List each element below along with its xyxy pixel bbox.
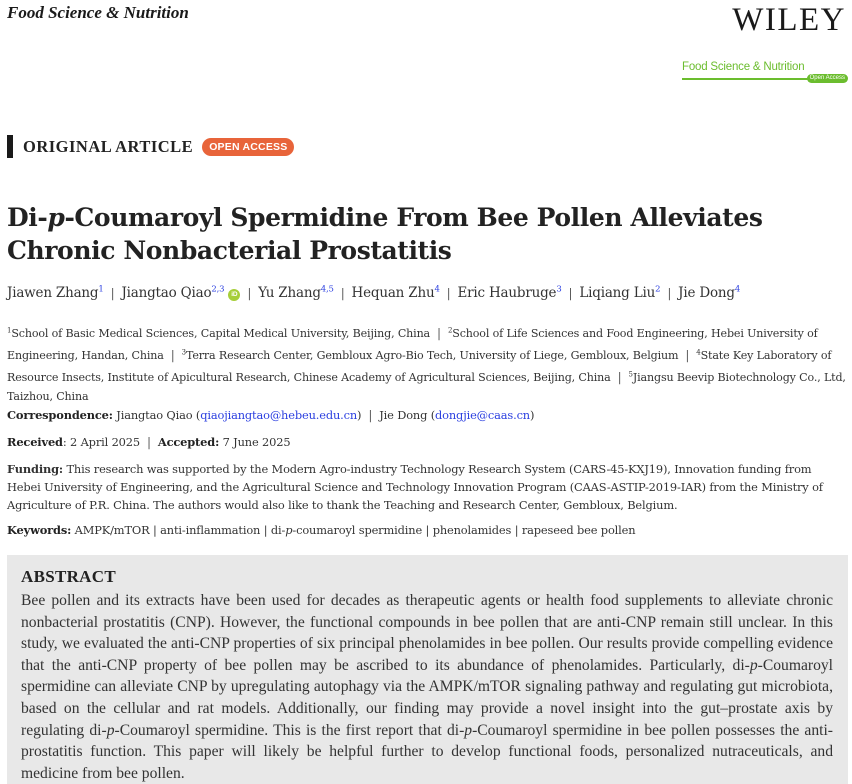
article-type-label: ORIGINAL ARTICLE bbox=[23, 136, 194, 156]
affiliation-ref[interactable]: 2,3 bbox=[211, 284, 225, 294]
affiliation-ref[interactable]: 4 bbox=[434, 284, 440, 294]
affiliation-ref[interactable]: 1 bbox=[98, 284, 104, 294]
author-name: Liqiang Liu bbox=[579, 284, 656, 301]
author-name: Yu Zhang bbox=[258, 284, 321, 301]
title-text: -Coumaroyl Spermidine From Bee Pollen Alleviates Chronic Nonbacterial Prostatitis bbox=[7, 203, 763, 265]
author[interactable] bbox=[352, 285, 440, 301]
abstract-segment: -Coumaroyl spermidine can alleviate CNP by upregulating autophagy via the AMPK/mTOR signaling pathway and regulating gut microbiota, based on the cellular and rat models. Additionally, our finding may provide a novel insight into the gut–prostate axis by regulating di- bbox=[21, 656, 833, 739]
title-text: Di- bbox=[7, 203, 48, 232]
received-date: 2 April 2025 bbox=[70, 435, 140, 449]
separator: | bbox=[146, 435, 151, 449]
article-title bbox=[7, 201, 847, 267]
abstract-segment: -Coumaroyl spermidine in bee pollen possesses the anti-prostatitis function. This paper will likely be helpful further to develop functional foods, personalized nutraceuticals, and medicine from bee pollen. bbox=[21, 721, 833, 782]
funding-text: This research was supported by the Modern Agro-industry Technology Research System (CARS-45-KXJ19), Innovation funding from Hebei University of Engineering, and the Agricultural Science and Technology Innovation Program (CAAS-ASTIP-2019-IAR) from the Ministry of Agriculture of P.R. China. The authors would also like to thank the Teaching and Research Center, Gembloux, Belgium. bbox=[7, 462, 823, 512]
separator: | bbox=[110, 285, 115, 300]
affiliation-text: State Key Laboratory of Resource Insects, Institute of Apicultural Research, Chinese Academy of Agricultural Sciences, Beijing, China bbox=[7, 348, 832, 385]
accepted-date: 7 June 2025 bbox=[222, 435, 291, 449]
abstract-segment: -Coumaroyl spermidine. This is the first report that di- bbox=[114, 721, 465, 739]
contact-name: Jiangtao Qiao bbox=[116, 408, 193, 422]
article-type bbox=[7, 135, 294, 158]
affiliation-ref[interactable]: 4 bbox=[734, 284, 741, 294]
dates: Received: 2 April 2025 | Accepted: 7 June 2025 bbox=[7, 435, 291, 449]
separator: | bbox=[340, 285, 345, 300]
publisher-logo[interactable]: WILEY bbox=[732, 2, 846, 38]
correspondence-label: Correspondence: bbox=[7, 408, 113, 422]
article-type-bar bbox=[7, 135, 13, 158]
affiliation-ref[interactable]: 2 bbox=[655, 284, 661, 294]
affiliation-number: 2 bbox=[447, 326, 453, 334]
received-label: Received bbox=[7, 435, 63, 449]
author-name: Eric Haubruge bbox=[457, 284, 557, 301]
abstract-segment: Bee pollen and its extracts have been used for decades as therapeutic agents or health food supplements to alleviate chronic nonbacterial prostatitis (CNP). However, the functional compounds in bee pollen that are anti-CNP remain still unclear. In this study, we evaluated the anti-CNP properties of six principal phenolamides in bee pollen. Our results provide compelling evidence that the anti-CNP property of bee pollen may be ascribed to its abundance of phenolamides. Particularly, di- bbox=[21, 592, 833, 674]
separator: | bbox=[617, 370, 622, 385]
journal-name: Food Science & Nutrition bbox=[7, 3, 189, 22]
open-access-badge[interactable]: OPEN ACCESS bbox=[202, 138, 294, 156]
affiliation-number: 5 bbox=[628, 370, 633, 379]
keyword[interactable]: AMPK/mTOR bbox=[74, 523, 150, 537]
author-name: Jiawen Zhang bbox=[7, 284, 99, 301]
affiliation-ref[interactable]: 3 bbox=[556, 284, 562, 294]
author[interactable] bbox=[121, 285, 240, 301]
author[interactable] bbox=[7, 285, 104, 301]
keywords: Keywords: AMPK/mTOR | anti-inflammation | di-p-coumaroyl spermidine | phenolamides | rapeseed bee pollen bbox=[7, 523, 636, 537]
contact-name: Jie Dong bbox=[379, 408, 428, 422]
funding bbox=[7, 460, 847, 514]
affiliation-ref[interactable]: 4,5 bbox=[320, 284, 334, 294]
accepted-label: Accepted: bbox=[157, 435, 220, 449]
keywords-label: Keywords: bbox=[7, 523, 72, 537]
author[interactable] bbox=[579, 285, 660, 301]
journal-logo[interactable] bbox=[682, 61, 848, 84]
journal-logo-text: Food Science & Nutrition bbox=[682, 61, 805, 73]
separator: | bbox=[437, 325, 441, 340]
author[interactable] bbox=[258, 285, 334, 301]
orcid-icon[interactable]: iD bbox=[228, 289, 240, 301]
affiliation-text: Jiangsu Beevip Biotechnology Co., Ltd, Taizhou, China bbox=[7, 371, 846, 403]
separator: | bbox=[247, 285, 252, 300]
abstract-box bbox=[7, 555, 848, 784]
funding-label: Funding: bbox=[7, 462, 63, 476]
affiliation-number: 4 bbox=[696, 348, 701, 357]
email-link[interactable]: qiaojiangtao@hebeu.edu.cn bbox=[200, 408, 358, 422]
author-list bbox=[7, 284, 740, 301]
separator: | bbox=[685, 347, 690, 362]
title-italic: p bbox=[47, 203, 65, 232]
separator: | bbox=[446, 285, 451, 300]
affiliation bbox=[182, 349, 679, 362]
abstract-italic: p bbox=[749, 656, 758, 674]
separator: | bbox=[170, 347, 175, 362]
keyword[interactable]: anti-inflammation bbox=[160, 523, 261, 537]
separator: | bbox=[667, 285, 672, 300]
keyword[interactable]: phenolamides bbox=[432, 523, 512, 537]
correspondence: Correspondence: Jiangtao Qiao (qiaojiangtao@hebeu.edu.cn) | Jie Dong (dongjie@caas.cn) bbox=[7, 408, 535, 422]
affiliation-text: School of Basic Medical Sciences, Capital Medical University, Beijing, China bbox=[11, 326, 431, 340]
affiliations bbox=[7, 321, 847, 406]
affiliation-number: 3 bbox=[181, 348, 186, 357]
affiliation-text: Terra Research Center, Gembloux Agro-Bio Tech, University of Liege, Gembloux, Belgium bbox=[185, 348, 679, 362]
author-name: Jiangtao Qiao bbox=[121, 284, 212, 301]
keyword[interactable]: rapeseed bee pollen bbox=[521, 523, 636, 537]
author[interactable] bbox=[458, 285, 562, 301]
abstract-heading: ABSTRACT bbox=[21, 567, 116, 586]
keyword[interactable]: di-p-coumaroyl spermidine bbox=[270, 523, 423, 537]
affiliation-number: 1 bbox=[7, 326, 12, 334]
journal-logo-line bbox=[682, 78, 808, 80]
author-name: Hequan Zhu bbox=[351, 284, 435, 301]
abstract-text bbox=[21, 590, 833, 784]
author[interactable] bbox=[678, 285, 740, 301]
abstract-italic: p bbox=[106, 721, 115, 739]
email-link[interactable]: dongjie@caas.cn bbox=[435, 408, 530, 422]
separator: | bbox=[568, 285, 573, 300]
author-name: Jie Dong bbox=[678, 284, 735, 301]
abstract-italic: p bbox=[464, 721, 473, 739]
affiliation-text: School of Life Sciences and Food Engineering, Hebei University of Engineering, Handan, China bbox=[7, 326, 818, 362]
affiliation bbox=[7, 327, 430, 340]
separator: | bbox=[368, 408, 373, 422]
open-access-pill: Open Access bbox=[807, 74, 848, 83]
